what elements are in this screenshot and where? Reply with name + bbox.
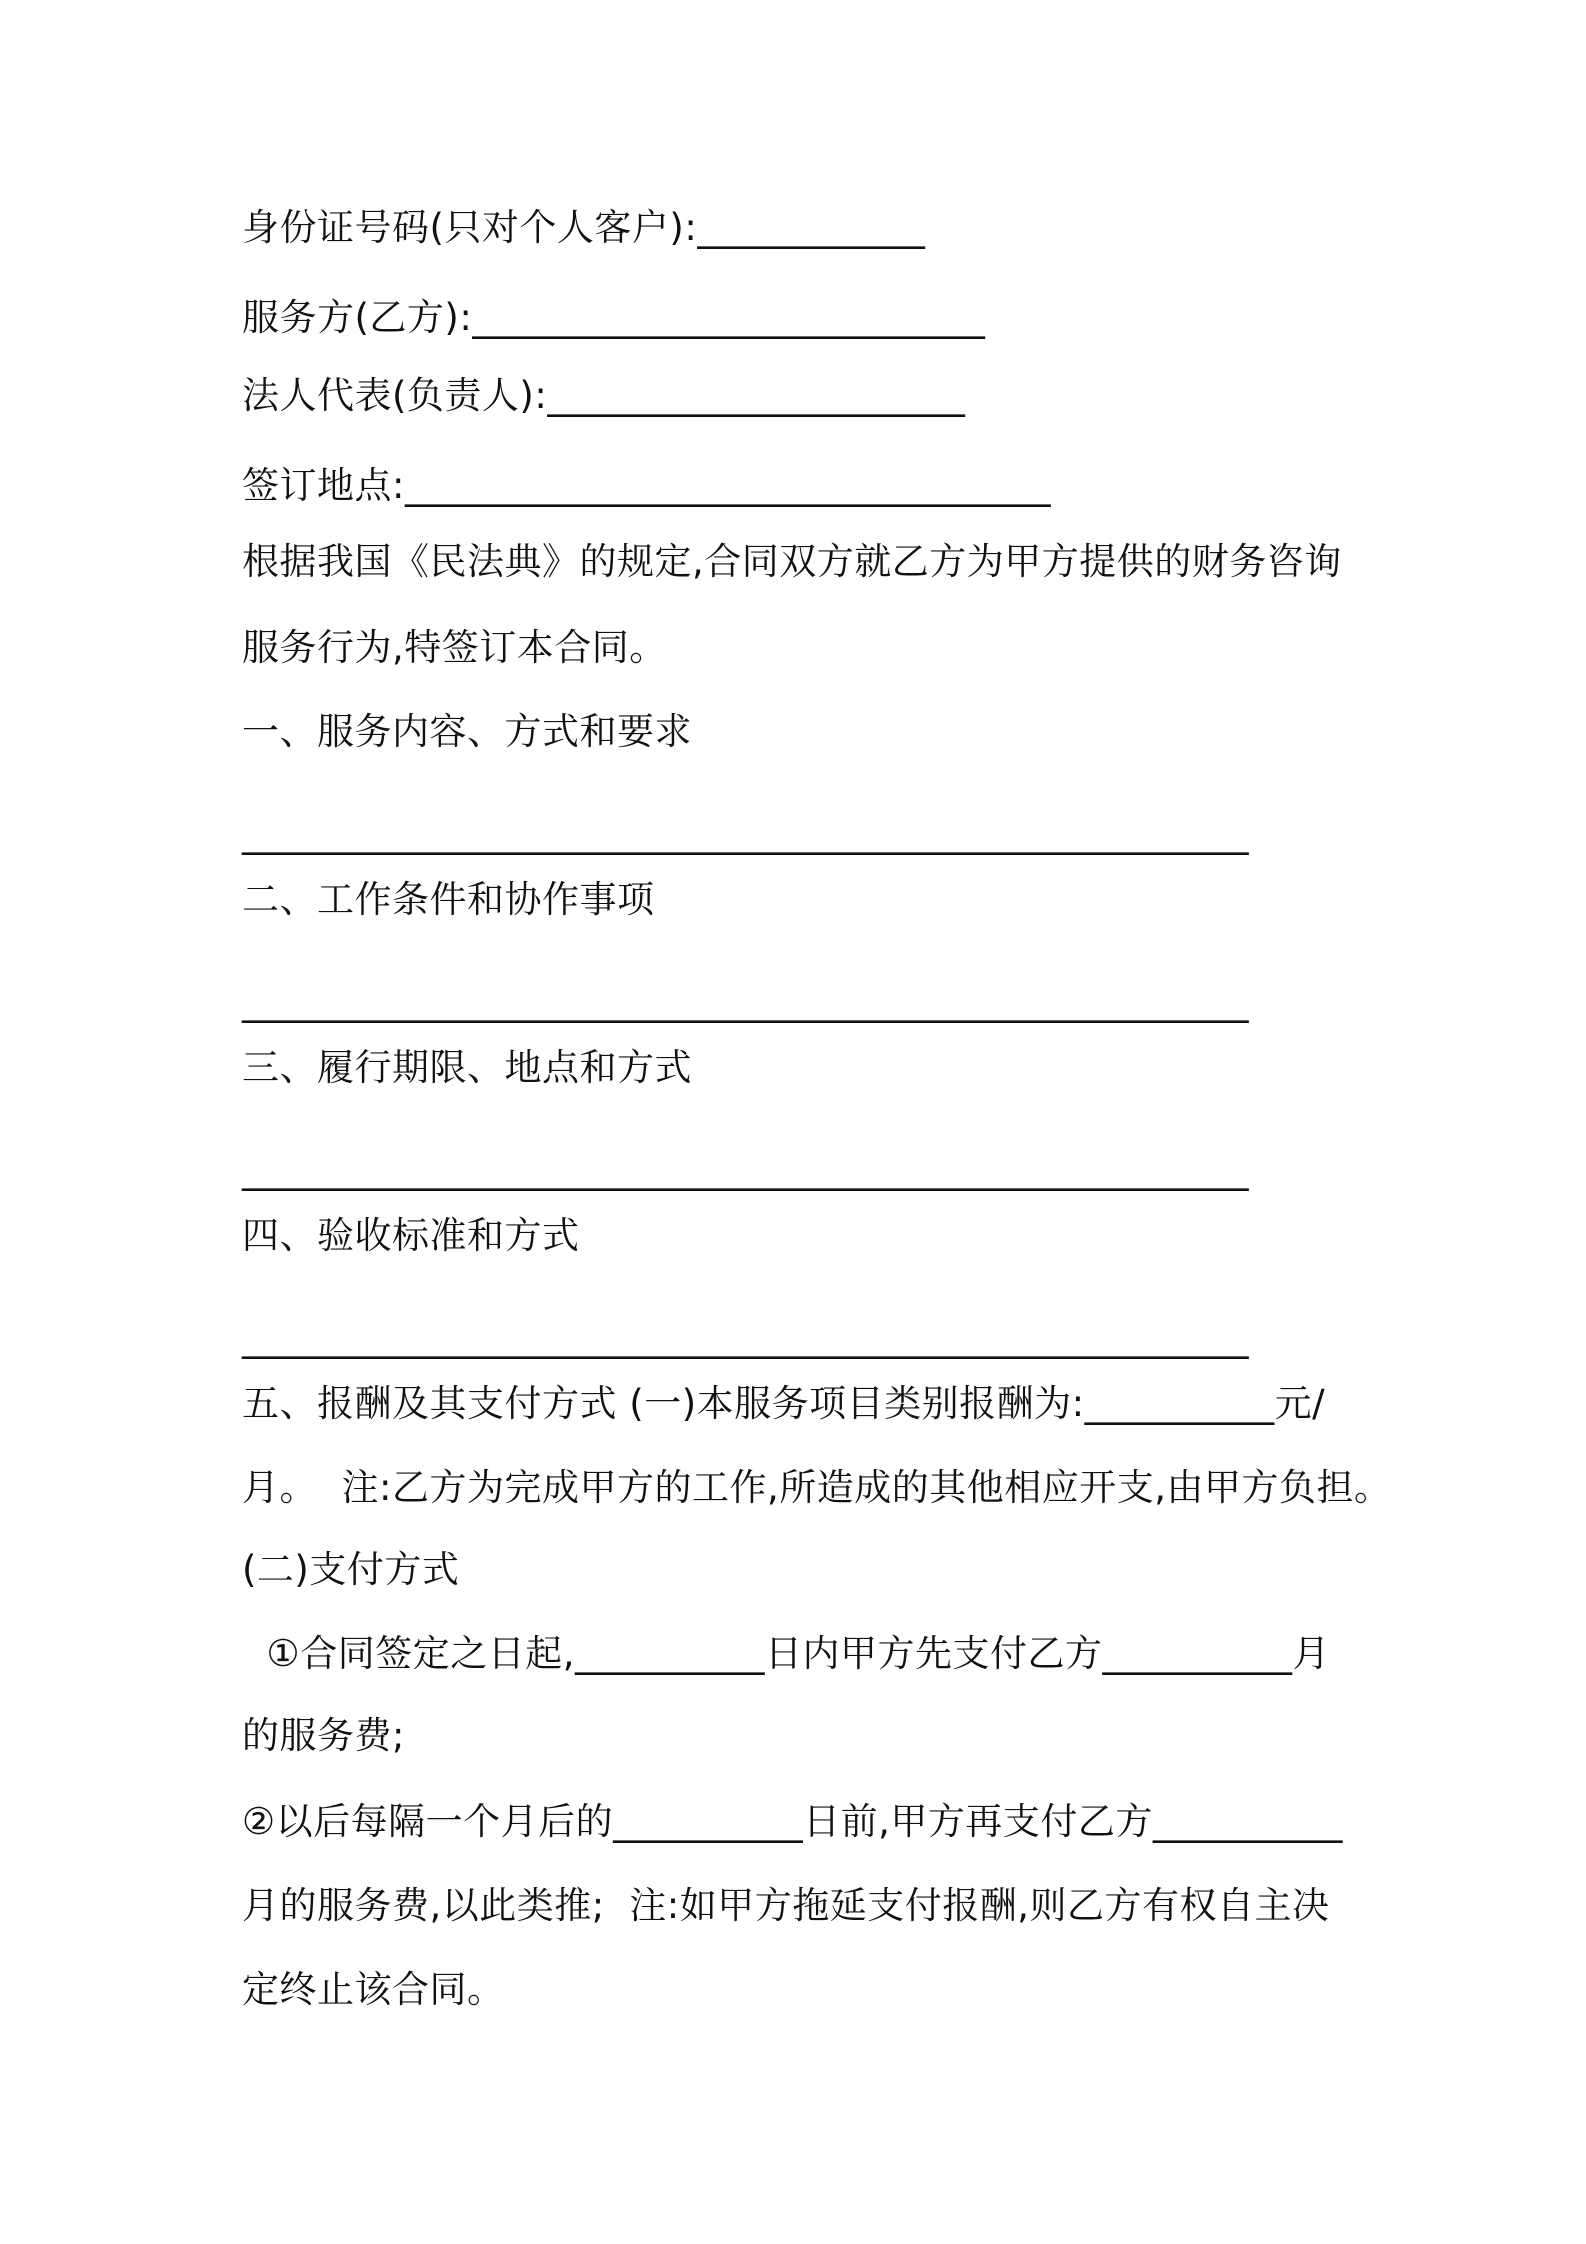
payment-item-2-line-2: 月的服务费,以此类推; 注:如甲方拖延支付报酬,则乙方有权自主决 [242, 1884, 1330, 1927]
payment-item-1-line-2: 的服务费; [242, 1714, 405, 1757]
service-provider-field-line: 服务方(乙方):___________________________ [242, 296, 986, 339]
payment-item-1-line-1: ①合同签定之日起,__________日内甲方先支付乙方__________月 [242, 1632, 1330, 1675]
section-3-blank-line: _____________________________________________________ [242, 1148, 1249, 1191]
payment-item-2-line-3: 定终止该合同。 [242, 1968, 505, 2011]
section-1-blank-line: _____________________________________________________ [242, 812, 1249, 855]
section-5-heading-line: 五、报酬及其支付方式 (一)本服务项目类别报酬为:__________元/ [242, 1382, 1326, 1425]
preamble-line-1: 根据我国《民法典》的规定,合同双方就乙方为甲方提供的财务咨询 [242, 540, 1342, 583]
section-5-note-line: 月。 注:乙方为完成甲方的工作,所造成的其他相应开支,由甲方负担。 [242, 1466, 1392, 1509]
section-1-heading: 一、服务内容、方式和要求 [242, 710, 692, 753]
section-2-blank-line: _____________________________________________________ [242, 980, 1249, 1023]
legal-representative-field-line: 法人代表(负责人):______________________ [242, 374, 966, 417]
signing-place-field-line: 签订地点:__________________________________ [242, 464, 1051, 507]
section-2-heading: 二、工作条件和协作事项 [242, 878, 655, 921]
preamble-line-2: 服务行为,特签订本合同。 [242, 626, 667, 669]
section-3-heading: 三、履行期限、地点和方式 [242, 1046, 692, 1089]
payment-item-2-line-1: ②以后每隔一个月后的__________日前,甲方再支付乙方__________ [242, 1800, 1343, 1843]
section-4-blank-line: _____________________________________________________ [242, 1316, 1249, 1359]
payment-method-heading: (二)支付方式 [242, 1548, 460, 1591]
id-number-field-line: 身份证号码(只对个人客户):____________ [242, 206, 926, 249]
section-4-heading: 四、验收标准和方式 [242, 1214, 580, 1257]
